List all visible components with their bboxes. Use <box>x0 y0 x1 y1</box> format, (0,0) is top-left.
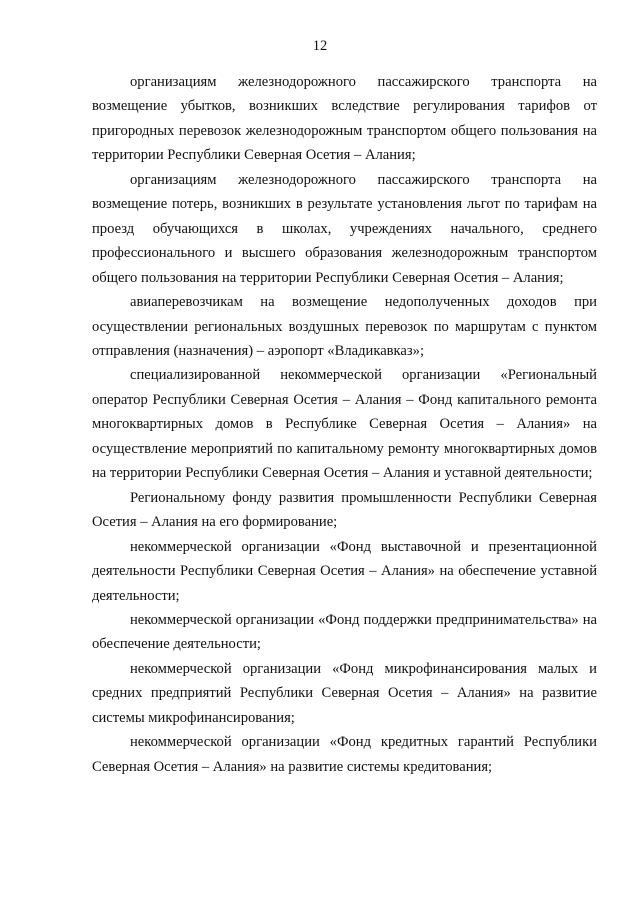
paragraph-air-carriers: авиаперевозчикам на возмещение недополученных доходов при осуществлении региональных воздушных перевозок по маршрутам с пунктом отправления (назначения) – аэропорт «Владикавказ»; <box>92 294 597 359</box>
paragraph-exhibition-fund: некоммерческой организации «Фонд выставочной и презентационной деятельности Республики Северная Осетия – Алания» на обеспечение уставной деятельности; <box>92 538 597 604</box>
paragraph-entrepreneurship-fund: некоммерческой организации «Фонд поддержки предпринимательства» на обеспечение деятельности; <box>92 611 597 653</box>
paragraph-credit-guarantee-fund: некоммерческой организации «Фонд кредитных гарантий Республики Северная Осетия – Алания» на развитие системы кредитования; <box>92 734 597 775</box>
paragraph-microfinance-fund: некоммерческой организации «Фонд микрофинансирования малых и средних предприятий Республики Северная Осетия – Алания» на развитие системы микрофинансирования; <box>92 660 597 726</box>
document-body <box>92 70 597 779</box>
paragraph-capital-repair-fund: специализированной некоммерческой организации «Региональный оператор Республики Северная Осетия – Алания – Фонд капитального ремонта многоквартирных домов в Республике Северная Осетия – Алания» на осуществление мероприятий по капитальному ремонту многоквартирных домов на территории Республики Северная Осетия – Алания и уставной деятельности; <box>92 367 597 482</box>
paragraph-industry-development-fund: Региональному фонду развития промышленности Республики Северная Осетия – Алания на его формирование; <box>92 489 597 531</box>
paragraph-railway-tariffs: организациям железнодорожного пассажирского транспорта на возмещение убытков, возникших вследствие регулирования тарифов от пригородных перевозок железнодорожным транспортом общего пользования на территории Республики Северная Осетия – Алания; <box>92 74 597 164</box>
paragraph-railway-student-benefits: организациям железнодорожного пассажирского транспорта на возмещение потерь, возникших в результате установления льгот по тарифам на проезд обучающихся в школах, учреждениях начального, среднего профессионального и высшего образования железнодорожным транспортом общего пользования на территории Республики Северная Осетия – Алания; <box>92 171 597 286</box>
page-number: 12 <box>312 38 328 54</box>
